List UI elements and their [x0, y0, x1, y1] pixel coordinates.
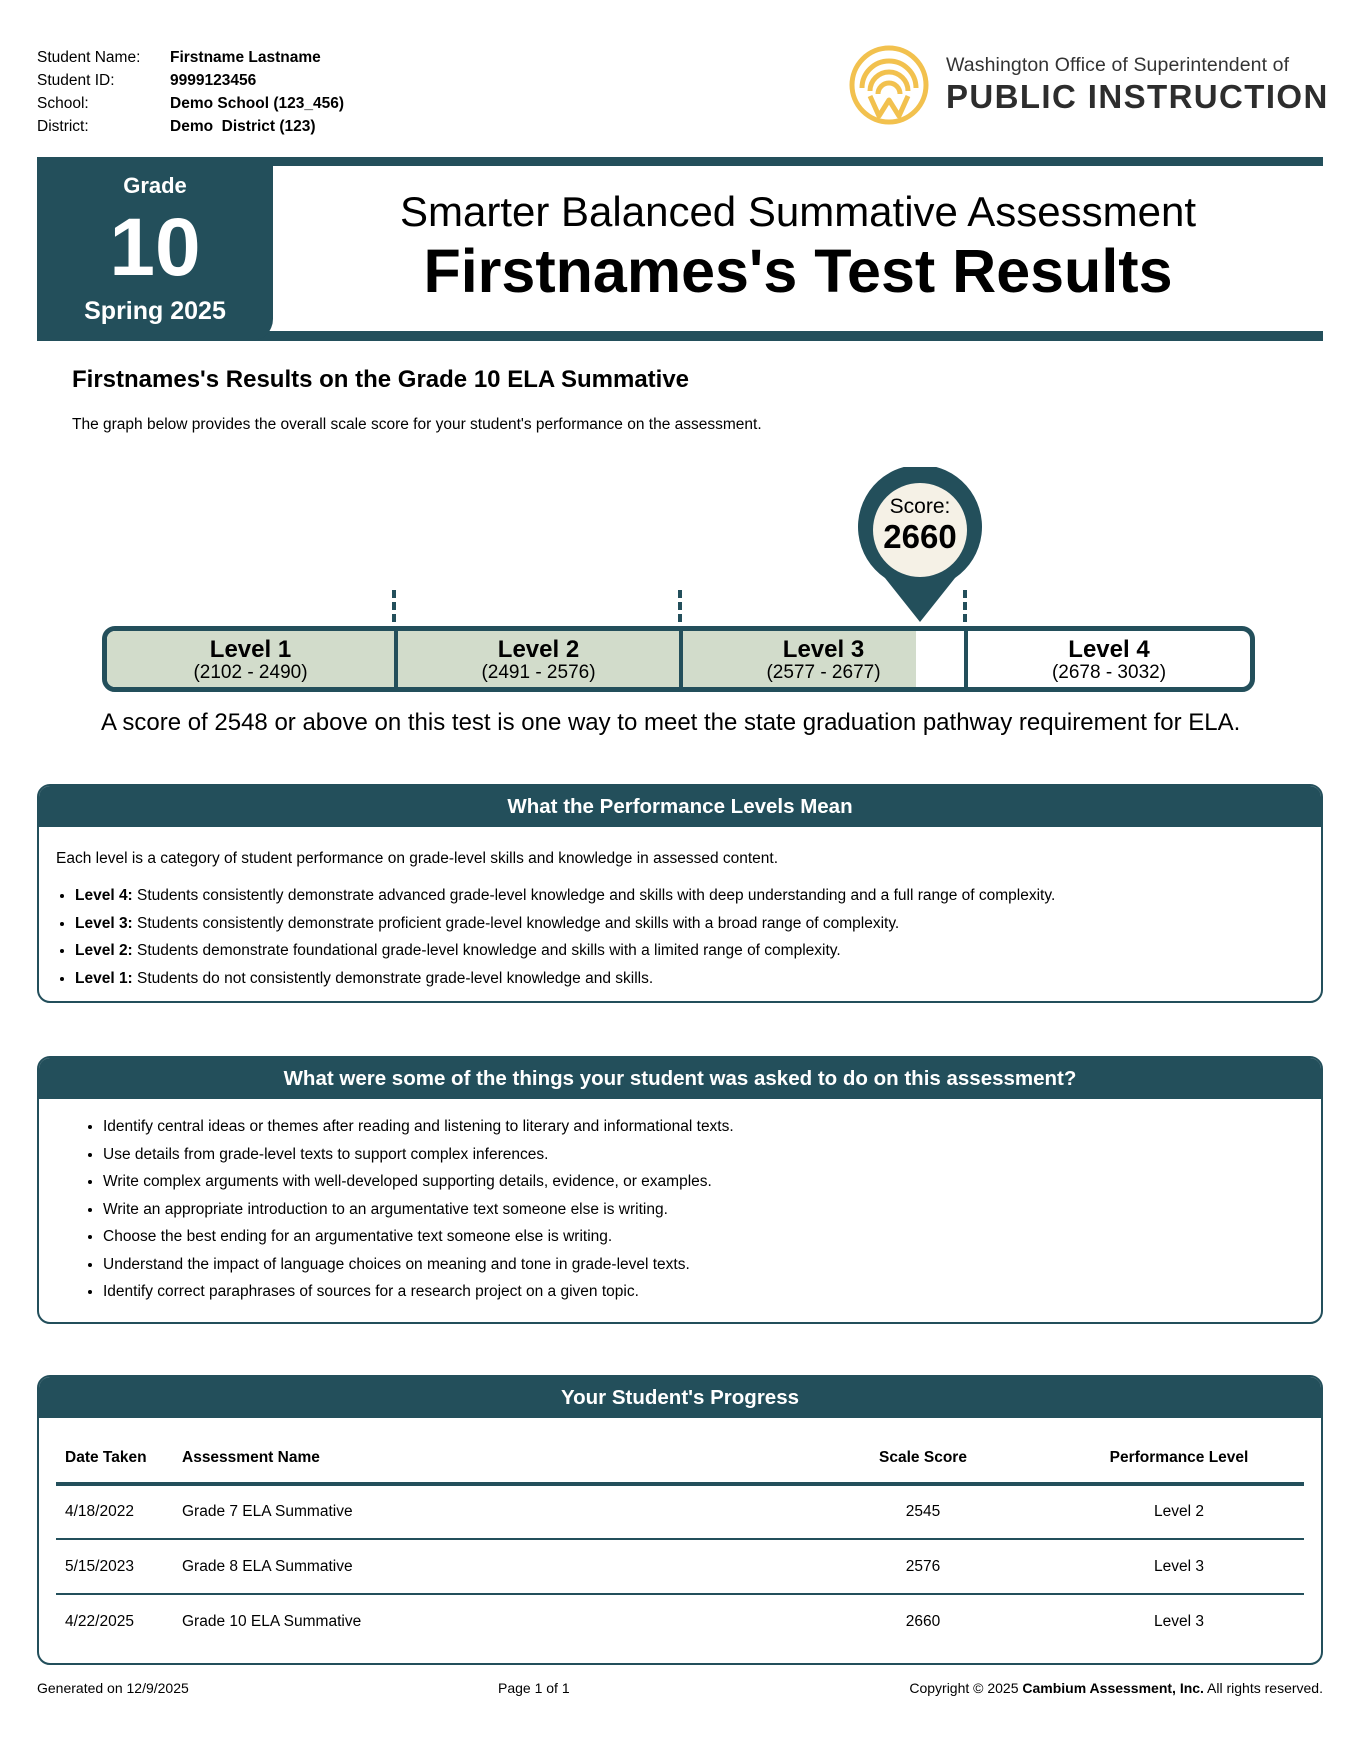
level-name: Level 4 — [1068, 636, 1150, 663]
grade-badge — [37, 157, 273, 341]
levels-intro: Each level is a category of student performance on grade-level skills and knowledge in assessed content. — [56, 850, 779, 867]
level-description: Students consistently demonstrate advanced grade-level knowledge and skills with deep understanding and a full range of complexity. — [132, 887, 1056, 904]
level-description: Students consistently demonstrate proficient grade-level knowledge and skills with a broad range of complexity. — [132, 914, 900, 932]
test-term: Spring 2025 — [84, 297, 226, 325]
school-name: Demo School (123_456) — [170, 95, 345, 112]
assessment-cell: Grade 7 ELA Summative — [182, 1484, 792, 1539]
list-item: • Understand the impact of language choices on meaning and tone in grade-level texts. — [103, 1256, 734, 1284]
score-value: 2660 — [883, 518, 957, 555]
student-name-row — [37, 46, 344, 69]
list-item — [75, 942, 1055, 970]
level-label: Level 1: — [75, 969, 133, 987]
level-range: (2577 - 2677) — [766, 662, 881, 683]
level-range: (2102 - 2490) — [193, 662, 308, 683]
level-name: Level 2 — [497, 636, 580, 663]
student-name-label: Student Name: — [37, 49, 141, 66]
level-description: Students demonstrate foundational grade-level knowledge and skills with a limited range of complexity. — [132, 942, 841, 959]
level-boundary-1 — [392, 590, 396, 622]
level-cell: Level 3 — [1154, 1613, 1204, 1630]
district-name: Demo District (123) — [170, 118, 316, 135]
level-description: Students do not consistently demonstrate grade-level knowledge and skills. — [132, 969, 654, 987]
assessment-tasks-panel — [37, 1056, 1323, 1324]
score-cell: 2545 — [792, 1484, 1054, 1539]
copyright-prefix: Copyright © 2025 — [909, 1680, 1023, 1696]
table-row — [56, 1484, 1304, 1539]
table-row — [56, 1594, 1304, 1649]
student-id-row — [37, 69, 344, 92]
panel-header: What were some of the things your student was asked to do on this assessment? — [39, 1058, 1321, 1099]
scale-level-4 — [968, 631, 1250, 687]
table-row — [56, 1539, 1304, 1594]
company-name: Cambium Assessment, Inc. — [1022, 1680, 1204, 1696]
school-row — [37, 92, 344, 115]
performance-levels-panel — [37, 784, 1323, 1003]
score-cell: 2576 — [792, 1539, 1054, 1594]
list-item: • Identify correct paraphrases of sources for a research project on a given topic. — [103, 1283, 734, 1311]
level-cell: Level 2 — [1054, 1484, 1304, 1539]
list-item: • Write an appropriate introduction to an argumentative text someone else is writing. — [103, 1201, 734, 1229]
results-heading: Firstnames's Results on the Grade 10 ELA Summative — [72, 366, 690, 393]
district-row — [37, 115, 344, 138]
score-marker — [857, 495, 983, 555]
list-item — [75, 915, 1055, 943]
school-label: School: — [37, 95, 89, 112]
student-info — [37, 46, 344, 138]
graduation-pathway-note: A score of 2548 or above on this test is one way to meet the state graduation pathway requirement for ELA. — [101, 709, 1241, 736]
assessment-cell: Grade 10 ELA Summative — [182, 1613, 362, 1630]
level-label: Level 2: — [75, 942, 133, 959]
ospi-logo-icon — [848, 44, 930, 126]
scale-level-2 — [398, 631, 679, 687]
logo-org-line: Washington Office of Superintendent of — [946, 54, 1290, 76]
generated-date: Generated on 12/9/2025 — [37, 1680, 189, 1696]
level-name: Level 1 — [209, 636, 292, 663]
level-name: Level 3 — [782, 636, 865, 663]
levels-list — [75, 887, 1055, 997]
level-label: Level 3: — [75, 914, 133, 932]
column-header: Scale Score — [792, 1433, 1054, 1484]
logo-org-name: PUBLIC INSTRUCTION — [946, 78, 1329, 115]
date-cell: 4/18/2022 — [56, 1484, 182, 1539]
column-header: Assessment Name — [182, 1433, 792, 1484]
panel-header: What the Performance Levels Mean — [39, 786, 1321, 827]
list-item — [75, 887, 1055, 915]
copyright-suffix: All rights reserved. — [1203, 1680, 1323, 1696]
score-label: Score: — [889, 495, 951, 518]
page-title: Firstnames's Test Results — [423, 237, 1173, 305]
grade-number: 10 — [109, 202, 201, 293]
ospi-logo — [848, 44, 1329, 126]
list-item — [75, 970, 1055, 998]
list-item: • Use details from grade-level texts to support complex inferences. — [103, 1146, 734, 1174]
assessment-name: Smarter Balanced Summative Assessment — [400, 188, 1196, 235]
student-id: 9999123456 — [170, 72, 257, 89]
table-header-row — [56, 1433, 1304, 1484]
tasks-list — [103, 1118, 734, 1311]
district-label: District: — [37, 118, 89, 135]
score-cell: 2660 — [905, 1613, 941, 1630]
date-cell: 4/22/2025 — [65, 1613, 134, 1630]
list-item: • Identify central ideas or themes after reading and listening to literary and informational texts. — [103, 1118, 734, 1146]
scale-level-1 — [107, 631, 394, 687]
panel-header: Your Student's Progress — [39, 1377, 1321, 1418]
progress-table — [56, 1433, 1304, 1649]
level-cell: Level 3 — [1054, 1539, 1304, 1594]
assessment-cell: Grade 8 ELA Summative — [182, 1539, 792, 1594]
grade-label: Grade — [123, 173, 187, 198]
list-item: • Write complex arguments with well-developed supporting details, evidence, or examples. — [103, 1173, 734, 1201]
column-header: Performance Level — [1054, 1433, 1304, 1484]
level-boundary-2 — [678, 590, 682, 622]
scale-level-3 — [683, 631, 964, 687]
copyright — [909, 1680, 1323, 1696]
progress-panel — [37, 1375, 1323, 1665]
score-scale — [102, 626, 1255, 692]
level-range: (2678 - 3032) — [1051, 662, 1167, 683]
level-range: (2491 - 2576) — [481, 662, 596, 683]
student-id-label: Student ID: — [37, 72, 115, 89]
page-number: Page 1 of 1 — [498, 1680, 570, 1696]
student-name: Firstname Lastname — [170, 49, 321, 66]
list-item: • Choose the best ending for an argumentative text someone else is writing. — [103, 1228, 734, 1256]
results-description: The graph below provides the overall scale score for your student's performance on the assessment. — [72, 416, 762, 433]
date-cell: 5/15/2023 — [56, 1539, 182, 1594]
level-label: Level 4: — [75, 887, 133, 904]
column-header: Date Taken — [56, 1433, 182, 1484]
